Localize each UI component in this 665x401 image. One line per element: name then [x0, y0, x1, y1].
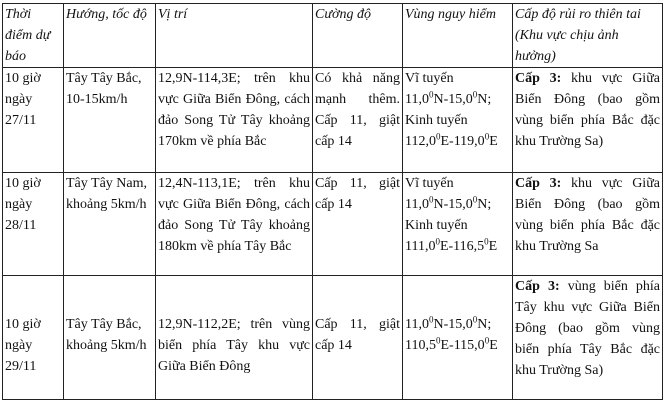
zone-lon	[405, 131, 510, 152]
cell-time	[3, 68, 64, 173]
zone-lat-end: N;	[477, 92, 492, 107]
zone-lon-b: E-116,5	[439, 239, 485, 254]
zone-lat	[405, 314, 510, 335]
zone-lon-b: E-115,0	[440, 338, 485, 353]
time-text: 10 giờ ngày 28/11	[5, 176, 41, 233]
zone-lat-end: N;	[477, 317, 492, 332]
zone-lat-a: 11,0	[405, 92, 429, 107]
zone-lon-end: E	[489, 134, 498, 149]
cell-intensity	[313, 276, 403, 400]
position-wrap	[158, 276, 310, 377]
zone-lat-end: N;	[477, 197, 492, 212]
cell-danger-zone	[403, 173, 513, 276]
cell-position	[156, 68, 313, 173]
cell-direction	[64, 173, 156, 276]
risk-level-text: Cấp 3:	[515, 176, 562, 191]
degree-mark: 0	[484, 236, 489, 247]
degree-mark: 0	[472, 314, 478, 325]
zone-lat	[405, 194, 510, 215]
degree-mark: 0	[484, 131, 490, 142]
cell-position	[156, 276, 313, 400]
cell-intensity	[313, 173, 403, 276]
cell-risk-level	[513, 276, 663, 400]
intensity-note: Có khả năng mạnh thêm.	[315, 71, 400, 107]
degree-mark: 0	[472, 89, 478, 100]
table-row	[3, 68, 663, 173]
zone-lat-label-line	[405, 173, 510, 194]
zone-lat-label: Vĩ tuyến	[405, 71, 454, 86]
risk-level-text: Cấp 3:	[515, 279, 560, 294]
degree-mark: 0	[428, 314, 434, 325]
risk-area-text: vùng biển phía Tây khu vực Giữa Biển Đông (bao gồm vùng biển phía Tây Bắc đặc khu Trường Sa)	[515, 279, 661, 378]
table-row	[3, 173, 663, 276]
zone-lat-label: Vĩ tuyến	[405, 176, 454, 191]
zone-lat-a: 11,0	[405, 317, 429, 332]
zone-lat-a: 11,0	[405, 197, 429, 212]
header-risk-level: Cấp độ rủi ro thiên tai (Khu vực chịu ảnh hưởng)	[513, 4, 663, 68]
cell-direction	[64, 276, 156, 400]
zone-lon-end: E	[488, 239, 498, 254]
header-time: Thời điểm dự báo	[3, 4, 64, 68]
position-text: 12,9N-114,3E; trên khu vực Giữa Biển Đông, cách đảo Song Tử Tây khoảng 170km về phía Bắc	[158, 71, 310, 149]
cell-time	[3, 276, 64, 400]
intensity-wrap	[315, 276, 400, 356]
zone-lon-label: Kinh tuyến	[405, 218, 468, 233]
risk-area-text: khu vực Giữa Biển Đông (bao gồm vùng biển phía Bắc đặc khu Trường Sa)	[515, 71, 661, 149]
header-row	[3, 4, 663, 68]
zone-lat-b: N-15,0	[433, 317, 473, 332]
degree-mark: 0	[435, 335, 441, 346]
zone-lon-b: E-119,0	[440, 134, 485, 149]
header-direction: Hướng, tốc độ	[64, 4, 156, 68]
degree-mark: 0	[435, 131, 441, 142]
zone-lon-a: 110,5	[405, 338, 436, 353]
zone-lon-label-line	[405, 215, 510, 236]
direction-text: Tây Tây Bắc, 10-15km/h	[66, 71, 142, 107]
zone-lon-label-line	[405, 110, 510, 131]
zone-lon-end: E	[489, 338, 498, 353]
cell-risk-level	[513, 173, 663, 276]
header-position: Vị trí	[156, 4, 313, 68]
risk-area-text: khu vực Giữa Biển Đông (bao gồm vùng biển phía Bắc đặc khu Trường Sa	[515, 176, 661, 254]
cell-position	[156, 173, 313, 276]
zone-lat-label-line	[405, 68, 510, 89]
risk-level-text: Cấp 3:	[515, 71, 562, 86]
zone-lon-label: Kinh tuyến	[405, 113, 468, 128]
zone-lon	[405, 236, 510, 257]
table-row	[3, 276, 663, 400]
cell-danger-zone	[403, 68, 513, 173]
header-intensity: Cường độ	[313, 4, 403, 68]
degree-mark: 0	[428, 89, 434, 100]
cell-danger-zone	[403, 276, 513, 400]
time-text: 10 giờ ngày 29/11	[5, 317, 41, 374]
zone-lon	[405, 335, 510, 356]
direction-wrap	[66, 276, 153, 356]
cell-intensity	[313, 68, 403, 173]
direction-text: Tây Tây Nam, khoảng 5km/h	[66, 176, 147, 212]
cell-direction	[64, 68, 156, 173]
cell-risk-level	[513, 68, 663, 173]
intensity-text: Cấp 11, giật cấp 14	[315, 317, 400, 353]
zone-lat-b: N-15,0	[433, 197, 473, 212]
zone-lon-a: 112,0	[405, 134, 436, 149]
degree-mark: 0	[428, 194, 434, 205]
degree-mark: 0	[472, 194, 478, 205]
time-text: 10 giờ ngày 27/11	[5, 71, 41, 128]
position-text: 12,4N-113,1E; trên khu vực Giữa Biển Đông, cách đảo Song Tử Tây khoảng 180km về phía Tây Bắc	[158, 176, 310, 254]
cell-time	[3, 173, 64, 276]
intensity-text: Cấp 11, giật cấp 14	[315, 176, 400, 212]
zone-lat	[405, 89, 510, 110]
forecast-table	[2, 3, 663, 400]
zone-lat-b: N-15,0	[433, 92, 473, 107]
time-wrap	[5, 276, 61, 377]
position-text: 12,9N-112,2E; trên vùng biển phía Tây khu vực Giữa Biển Đông	[158, 317, 310, 374]
intensity-text: Cấp 11, giật cấp 14	[315, 113, 400, 149]
header-danger-zone: Vùng nguy hiểm	[403, 4, 513, 68]
direction-text: Tây Tây Bắc, khoảng 5km/h	[66, 317, 147, 353]
zone-wrap	[405, 276, 510, 356]
degree-mark: 0	[484, 335, 490, 346]
degree-mark: 0	[435, 236, 440, 247]
zone-lon-a: 111,0	[405, 239, 436, 254]
